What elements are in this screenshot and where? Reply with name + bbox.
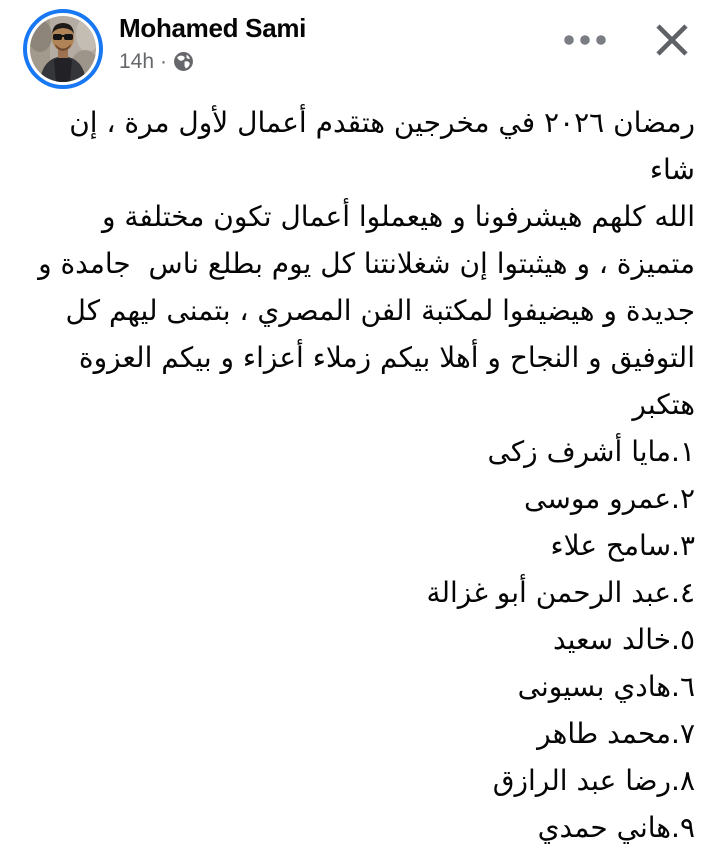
credits-list-item: ٤.عبد الرحمن أبو غزالة [426, 576, 695, 609]
credits-list-item: ٨.رضا عبد الرازق [492, 764, 695, 797]
timestamp: 14h [119, 49, 155, 73]
credits-list-item: ٧.محمد طاهر [537, 717, 695, 750]
ellipsis-icon [563, 34, 609, 46]
globe-icon [173, 51, 194, 72]
header-text-block [119, 14, 306, 74]
post-text-line: الله كلهم هيشرفونا و هيعملوا أعمال تكون مختلفة و [101, 200, 695, 233]
post-text [0, 93, 717, 851]
post-text-line: رمضان ٢٠٢٦ في مخرجين هتقدم أعمال لأول مرة ، إن شاء [60, 106, 695, 186]
post-menu-button[interactable] [559, 30, 613, 50]
credits-list-item: ٣.سامح علاء [550, 529, 695, 562]
credits-list-item: ٦.هادي بسيونى [517, 670, 695, 703]
avatar[interactable] [23, 9, 103, 89]
credits-list-item: ٥.خالد سعيد [552, 623, 695, 656]
post-text-line: هتكبر [632, 388, 695, 421]
post-text-line: جديدة و هيضيفوا لمكتبة الفن المصري ، بتمنى ليهم كل [65, 294, 695, 327]
credits-list-item: ٢.عمرو موسى [524, 482, 695, 515]
post-header [0, 0, 717, 93]
post-meta [119, 50, 306, 74]
close-button[interactable] [647, 15, 697, 65]
header-actions [559, 15, 697, 65]
meta-separator: · [160, 49, 168, 73]
post-text-line: متميزة ، و هيثبتوا إن شغلانتنا كل يوم بطلع ناس جامدة و [38, 247, 695, 280]
close-icon [651, 19, 693, 61]
post-text-line: التوفيق و النجاح و أهلا بيكم زملاء أعزاء و بيكم العزوة [78, 341, 695, 374]
avatar-photo [30, 16, 96, 82]
profile-name[interactable]: Mohamed Sami [119, 13, 307, 43]
credits-list-item: ٩.هاني حمدي [537, 811, 695, 844]
credits-list-item: ١.مايا أشرف زكى [487, 435, 695, 468]
